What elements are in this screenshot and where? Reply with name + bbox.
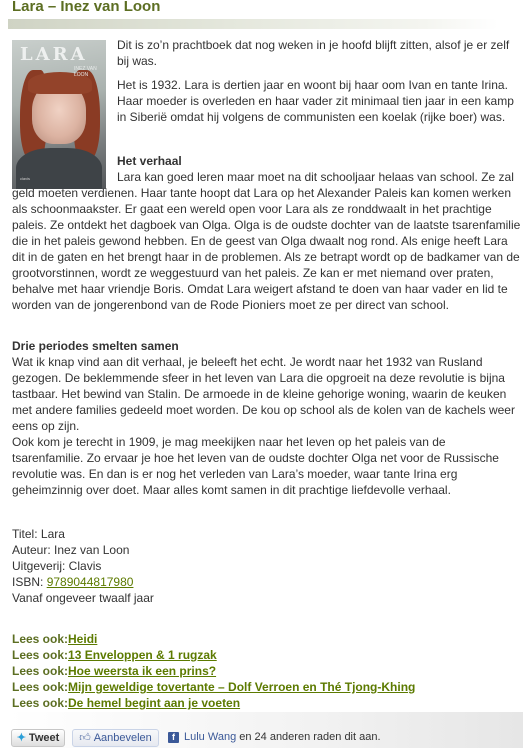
- lees-ook-label: Lees ook:: [12, 696, 69, 710]
- detail-uitgeverij: Uitgeverij: Clavis: [12, 559, 102, 573]
- lees-ook-row-5: [12, 695, 240, 711]
- lees-ook-link-enveloppen[interactable]: 13 Enveloppen & 1 rugzak: [68, 648, 217, 662]
- isbn-label: ISBN:: [12, 575, 47, 589]
- section-heading-verhaal: Het verhaal: [117, 154, 182, 168]
- lees-ook-row-4: [12, 679, 415, 695]
- twitter-bird-icon: ✦: [16, 731, 26, 744]
- lees-ook-link-hemel[interactable]: De hemel begint aan je voeten: [68, 696, 241, 710]
- facebook-icon: f: [168, 732, 179, 743]
- intro-paragraph-1: Dit is zo’n prachtboek dat nog weken in je hoofd blijft zitten, alsof je er zelf bij was.: [117, 38, 510, 68]
- verhaal-body: Lara kan goed leren maar moet na dit schooljaar helaas van school. Ze zal geld moeten verdienen. Haar tante hoopt dat Lara op het Alexander Paleis kan komen werken als schoonmaakster. Er gaat een wereld open voor Lara als ze ronddwaalt in het prachtige paleis. Ze ontdekt het dagboek van Olga. Olga is de oudste dochter van de laatste tsarenfamilie die in het paleis gewond hebben. En de geest van Olga dwaalt nog rond. Als enige heeft Lara dit in de gaten en het brengt haar in de problemen. Als ze betrapt wordt op de badkamer van de grootvorstinnen, wordt ze weggestuurd van het paleis. Ze kan er met niemand over praten, behalve met haar vriendje Boris. Omdat Lara weigert afstand te doen van haar vader en lid te worden van de jongerenbond van de Rode Pioniers moet ze per direct van school.: [12, 170, 521, 312]
- lees-ook-label: Lees ook:: [12, 664, 69, 678]
- lees-ook-link-prins[interactable]: Hoe weersta ik een prins?: [68, 664, 217, 678]
- lees-ook-link-heidi[interactable]: Heidi: [68, 632, 98, 646]
- facebook-recommend-button[interactable]: [72, 729, 159, 747]
- recommend-label: Aanbevelen: [93, 732, 152, 744]
- lees-ook-row-3: [12, 663, 216, 679]
- lees-ook-link-tovertante[interactable]: Mijn geweldige tovertante – Dolf Verroen en Thé Tjong-Khing: [68, 680, 416, 694]
- intro-paragraph-2: Het is 1932. Lara is dertien jaar en woont bij haar oom Ivan en tante Irina. Haar moeder is overleden en haar vader zit minimaal tien jaar in een kamp in Siberië omdat hij volgens de communisten een koelak (rijke boer) was.: [117, 78, 514, 124]
- detail-titel: Titel: Lara: [12, 527, 65, 541]
- book-cover-image: [12, 40, 106, 189]
- title-divider: [8, 19, 498, 29]
- lees-ook-label: Lees ook:: [12, 632, 69, 646]
- periodes-body-2: Ook kom je terecht in 1909, je mag meekijken naar het leven op het paleis van de tsarenfamilie. Zo ervaar je hoe het leven van de oudste dochter Olga net voor de Russische revolutie was. En dan is er nog het verleden van Lara’s moeder, waar tante Irina erg geheimzinnig over doet. Maar alles komt samen in dit prachtige liefdevolle verhaal.: [12, 435, 499, 497]
- isbn-link[interactable]: 9789044817980: [46, 575, 134, 589]
- cover-publisher-logo: clavis: [20, 176, 31, 181]
- facebook-social-text: en 24 anderen raden dit aan.: [236, 731, 381, 743]
- detail-isbn: [12, 574, 133, 590]
- lees-ook-label: Lees ook:: [12, 648, 69, 662]
- detail-leeftijd: Vanaf ongeveer twaalf jaar: [12, 591, 154, 605]
- detail-auteur: Auteur: Inez van Loon: [12, 543, 130, 557]
- facebook-social-context: [184, 730, 381, 744]
- thumbs-up-icon: 👍︎: [79, 731, 91, 744]
- section-heading-periodes: Drie periodes smelten samen: [12, 339, 179, 353]
- article-title: Lara – Inez van Loon: [12, 0, 161, 15]
- lees-ook-label: Lees ook:: [12, 680, 69, 694]
- cover-author: INEZ VAN LOON: [74, 66, 97, 78]
- cover-title: LARA: [20, 44, 88, 65]
- facebook-friend-link[interactable]: Lulu Wang: [184, 731, 237, 743]
- periodes-body-1: Wat ik knap vind aan dit verhaal, je beleeft het echt. Je wordt naar het 1932 van Rusland gezogen. De beklemmende sfeer in het leven van Lara die opgroeit na deze revolutie is bijna tastbaar. Het bewind van Stalin. De armoede in de kleine gehorige woning, waarin de keuken met andere families gedeeld moet worden. De kou op school als de kolen van de kachels weer eens op zijn.: [12, 355, 515, 433]
- lees-ook-row-1: [12, 631, 97, 647]
- lees-ook-row-2: [12, 647, 217, 663]
- tweet-label: Tweet: [28, 732, 60, 744]
- tweet-button[interactable]: [11, 729, 65, 747]
